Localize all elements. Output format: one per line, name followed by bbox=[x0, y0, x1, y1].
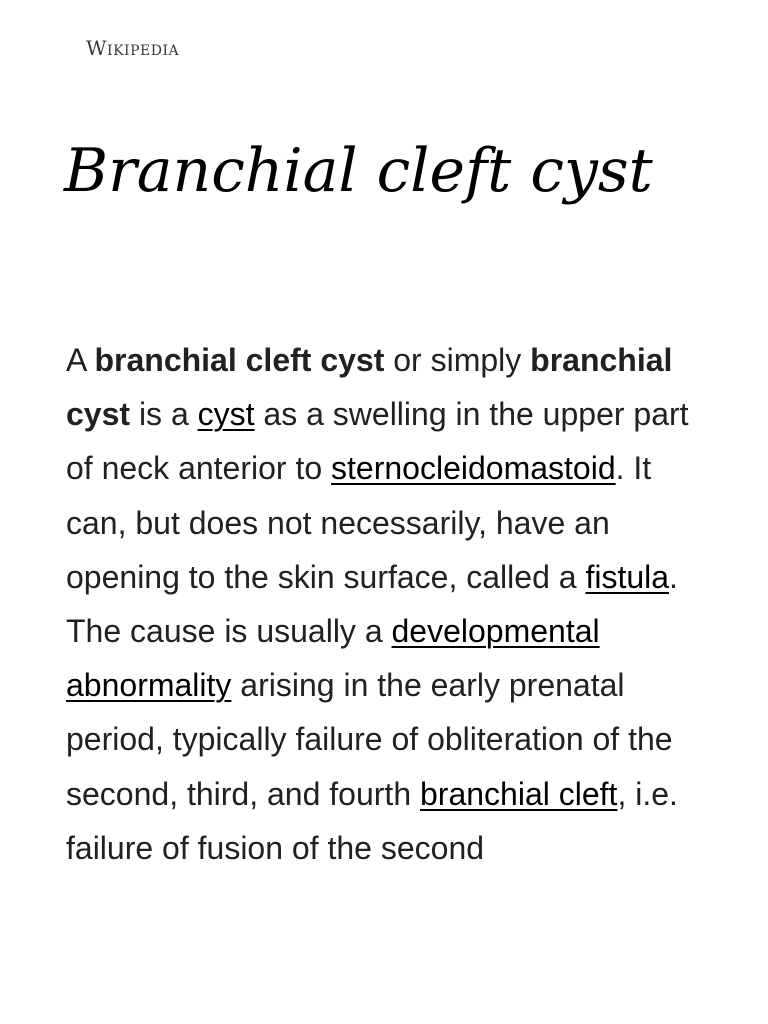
bold-term: branchial cleft cyst bbox=[94, 342, 385, 378]
bold-term: branchial cyst bbox=[66, 342, 673, 433]
text-span: . The cause is usually a bbox=[66, 558, 678, 650]
text-span: , i.e. failure of fusion of the second bbox=[66, 775, 678, 866]
page-title: Branchial cleft cyst bbox=[64, 136, 653, 206]
text-span: A bbox=[66, 342, 95, 378]
text-span: is a bbox=[130, 396, 198, 433]
text-span: or simply bbox=[384, 342, 531, 378]
wikipedia-wordmark[interactable]: Wikipedia bbox=[86, 36, 180, 60]
link-developmental-abnormality[interactable]: developmental abnormality bbox=[66, 613, 600, 704]
text-span: . It can, but does not necessarily, have an opening to the skin surface, called a bbox=[66, 450, 652, 595]
lead-paragraph bbox=[66, 333, 716, 875]
link-fistula[interactable]: fistula bbox=[585, 558, 670, 595]
link-cyst[interactable]: cyst bbox=[197, 396, 255, 433]
text-span: arising in the early prenatal period, typically failure of obliteration of the second, third, and fourth bbox=[66, 667, 673, 812]
text-span: as a swelling in the upper part of neck anterior to bbox=[66, 396, 689, 487]
link-branchial-cleft[interactable]: branchial cleft bbox=[420, 775, 618, 812]
link-sternocleidomastoid[interactable]: sternocleidomastoid bbox=[331, 450, 616, 487]
